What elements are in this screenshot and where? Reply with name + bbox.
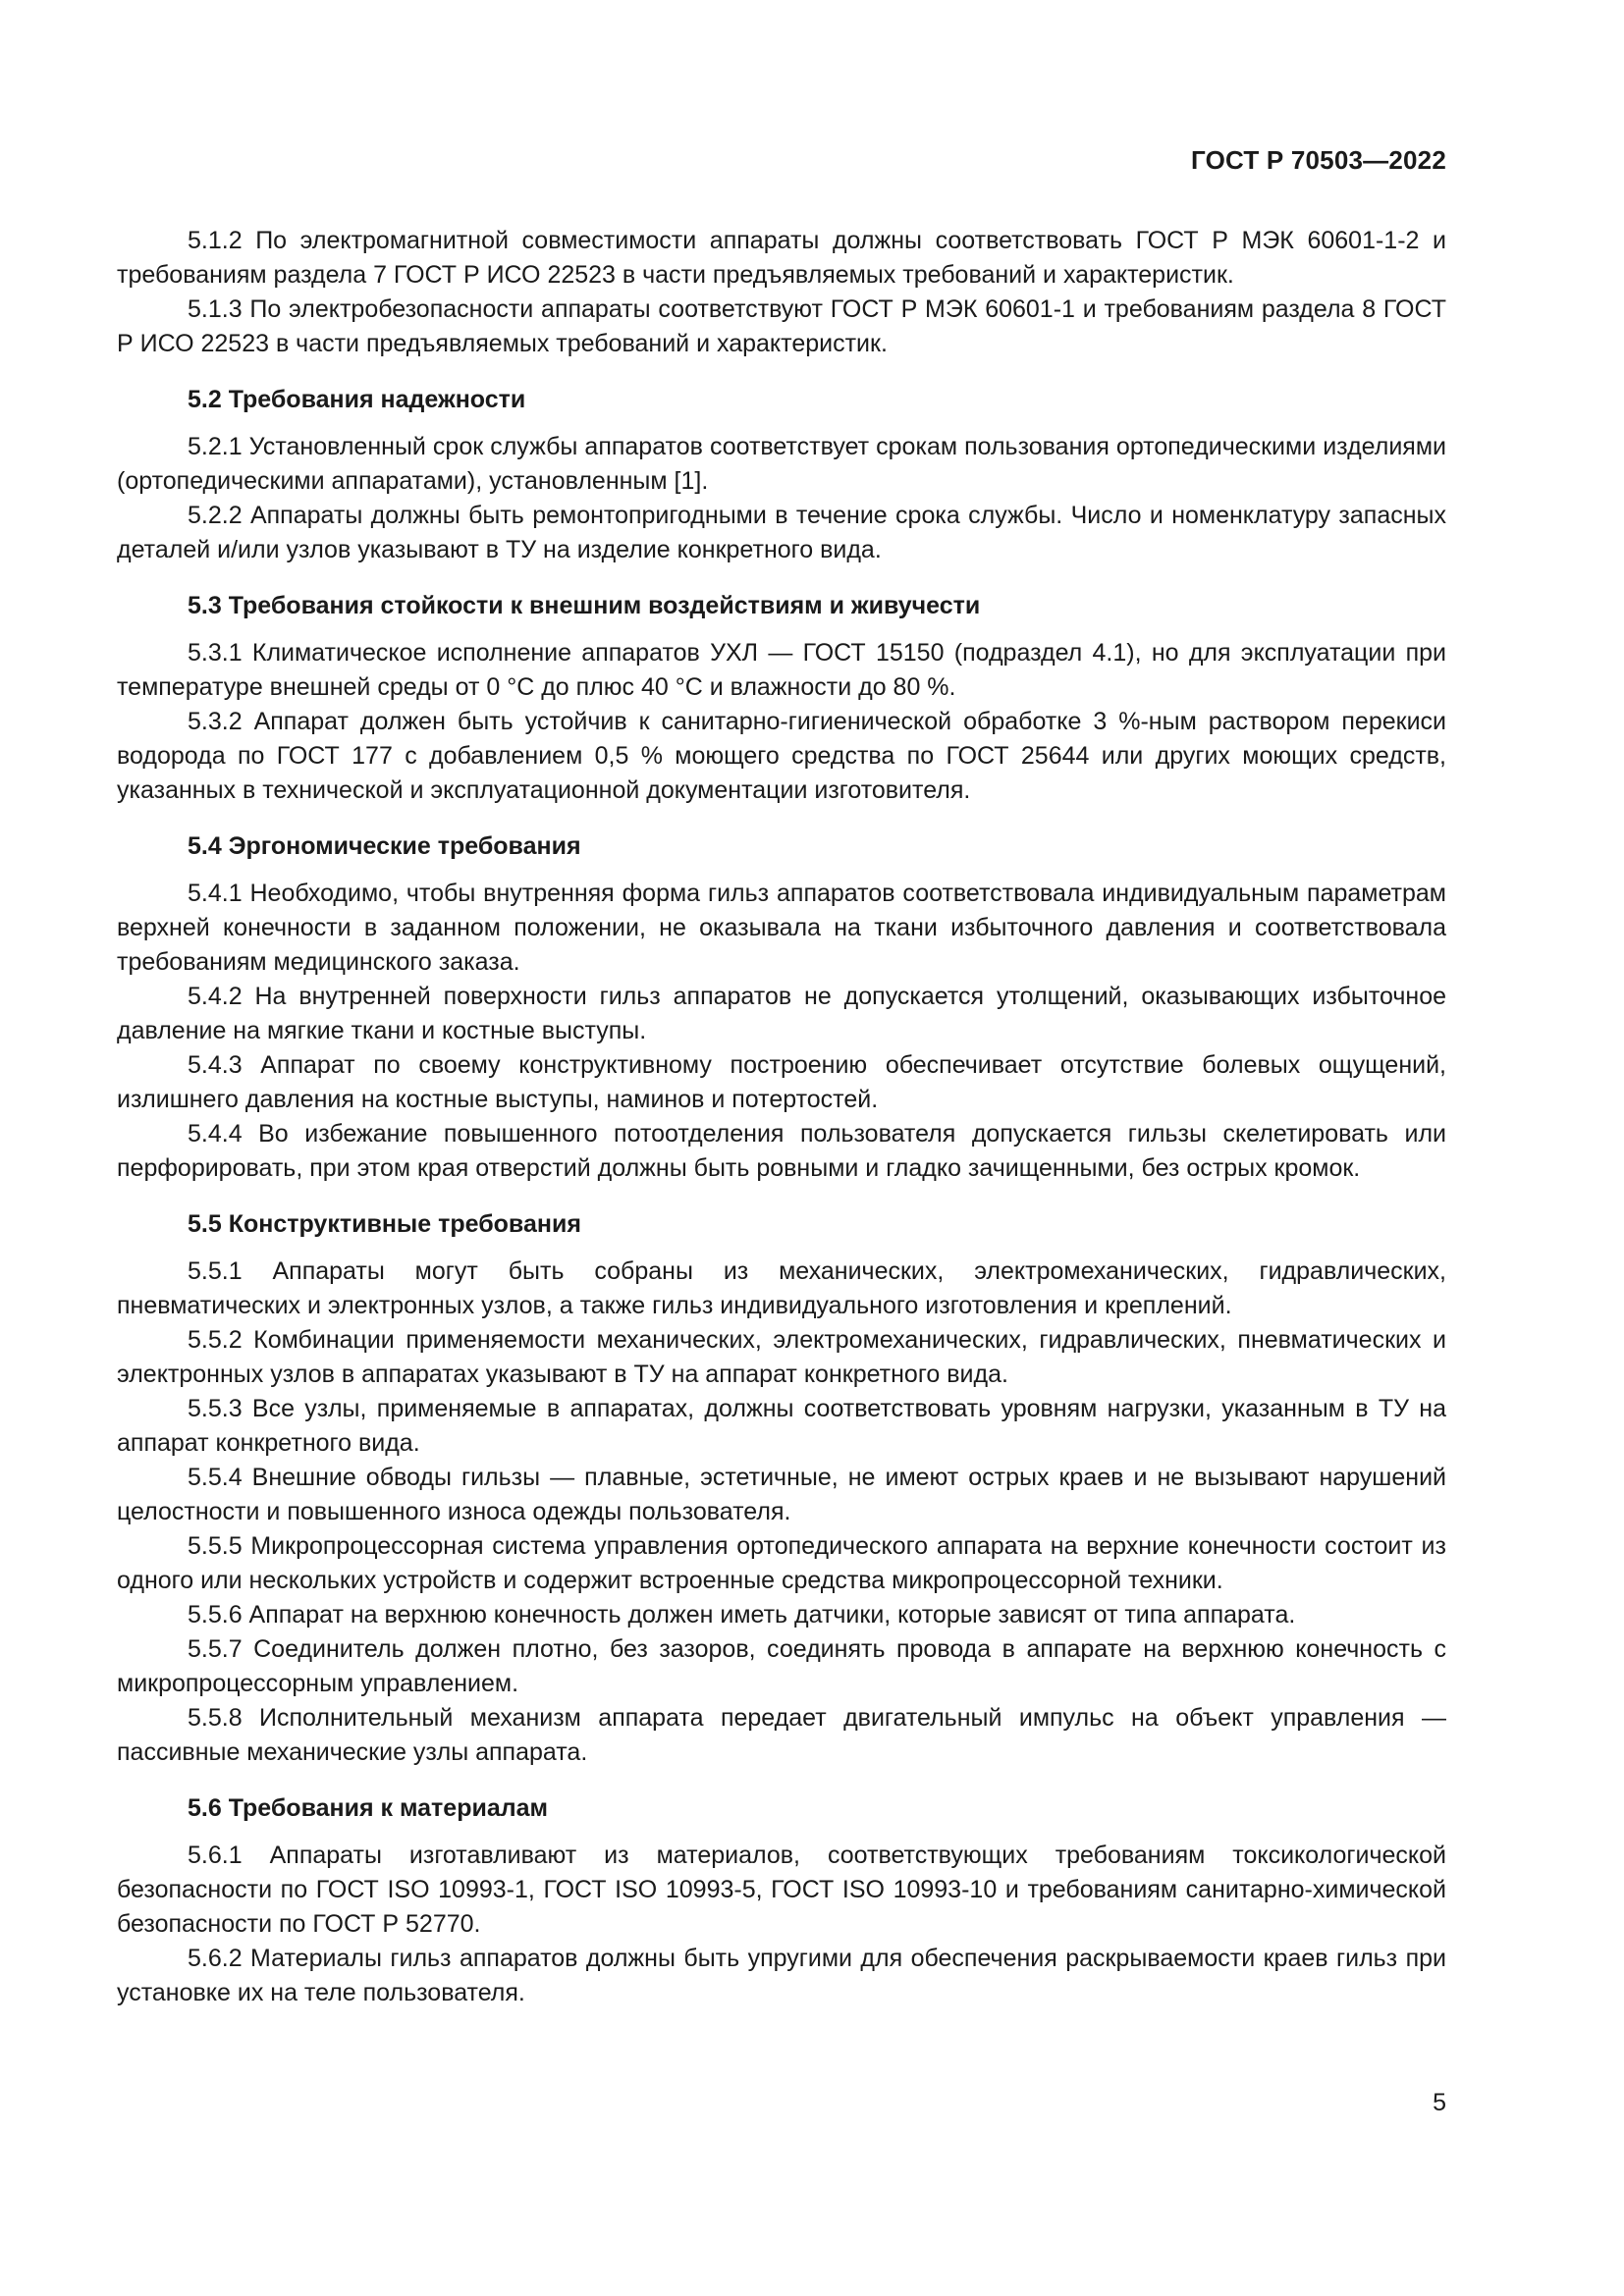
section-heading-5-3: 5.3 Требования стойкости к внешним воздействиям и живучести <box>188 592 981 619</box>
document-header: ГОСТ Р 70503—2022 <box>1191 145 1446 175</box>
paragraph-5-4-4: 5.4.4 Во избежание повышенного потоотделения пользователя допускается гильзы скелетировать или перфорировать, при этом края отверстий должны быть ровными и гладко зачищенными, без острых кромок. <box>117 1120 1446 1182</box>
paragraph-5-3-1: 5.3.1 Климатическое исполнение аппаратов УХЛ — ГОСТ 15150 (подраздел 4.1), но для эксплуатации при температуре внешней среды от 0 °С до плюс 40 °С и влажности до 80 %. <box>117 639 1446 701</box>
paragraph-5-5-6: 5.5.6 Аппарат на верхнюю конечность должен иметь датчики, которые зависят от типа аппарата. <box>188 1601 1296 1629</box>
paragraph-5-5-1: 5.5.1 Аппараты могут быть собраны из механических, электромеханических, гидравлических, пневматических и электронных узлов, а также гильз индивидуального изготовления и креплений. <box>117 1257 1446 1319</box>
paragraph-5-2-1: 5.2.1 Установленный срок службы аппаратов соответствует срокам пользования ортопедическими изделиями (ортопедическими аппаратами), установленным [1]. <box>117 433 1446 495</box>
document-body <box>117 224 1446 2010</box>
paragraph-5-6-2: 5.6.2 Материалы гильз аппаратов должны быть упругими для обеспечения раскрываемости краев гильз при установке их на теле пользователя. <box>117 1945 1446 2006</box>
section-heading-5-5: 5.5 Конструктивные требования <box>188 1210 581 1238</box>
paragraph-5-1-2: 5.1.2 По электромагнитной совместимости аппараты должны соответствовать ГОСТ Р МЭК 60601-1-2 и требованиям раздела 7 ГОСТ Р ИСО 22523 в части предъявляемых требований и характеристик. <box>117 227 1446 289</box>
paragraph-5-4-3: 5.4.3 Аппарат по своему конструктивному построению обеспечивает отсутствие болевых ощущений, излишнего давления на костные выступы, наминов и потертостей. <box>117 1051 1446 1113</box>
paragraph-5-4-2: 5.4.2 На внутренней поверхности гильз аппаратов не допускается утолщений, оказывающих избыточное давление на мягкие ткани и костные выступы. <box>117 983 1446 1044</box>
paragraph-5-6-1: 5.6.1 Аппараты изготавливают из материалов, соответствующих требованиям токсикологической безопасности по ГОСТ ISO 10993-1, ГОСТ ISO 10993-5, ГОСТ ISO 10993-10 и требованиям санитарно-химической безопасности по ГОСТ Р 52770. <box>117 1842 1446 1938</box>
paragraph-5-5-2: 5.5.2 Комбинации применяемости механических, электромеханических, гидравлических, пневматических и электронных узлов в аппаратах указывают в ТУ на аппарат конкретного вида. <box>117 1326 1446 1388</box>
paragraph-5-5-8: 5.5.8 Исполнительный механизм аппарата передает двигательный импульс на объект управления — пассивные механические узлы аппарата. <box>117 1704 1446 1766</box>
paragraph-5-1-3: 5.1.3 По электробезопасности аппараты соответствуют ГОСТ Р МЭК 60601-1 и требованиям раздела 8 ГОСТ Р ИСО 22523 в части предъявляемых требований и характеристик. <box>117 295 1446 357</box>
section-heading-5-4: 5.4 Эргономические требования <box>188 832 581 860</box>
page-number: 5 <box>1433 2089 1446 2116</box>
paragraph-5-5-3: 5.5.3 Все узлы, применяемые в аппаратах, должны соответствовать уровням нагрузки, указанным в ТУ на аппарат конкретного вида. <box>117 1395 1446 1457</box>
paragraph-5-3-2: 5.3.2 Аппарат должен быть устойчив к санитарно-гигиенической обработке 3 %-ным раствором перекиси водорода по ГОСТ 177 с добавлением 0,5 % моющего средства по ГОСТ 25644 или других моющих средств, указанных в технической и эксплуатационной документации изготовителя. <box>117 708 1446 804</box>
section-heading-5-2: 5.2 Требования надежности <box>188 386 526 413</box>
paragraph-5-4-1: 5.4.1 Необходимо, чтобы внутренняя форма гильз аппаратов соответствовала индивидуальным параметрам верхней конечности в заданном положении, не оказывала на ткани избыточного давления и соответствовала требованиям медицинского заказа. <box>117 880 1446 976</box>
paragraph-5-5-4: 5.5.4 Внешние обводы гильзы — плавные, эстетичные, не имеют острых краев и не вызывают нарушений целостности и повышенного износа одежды пользователя. <box>117 1464 1446 1525</box>
paragraph-5-5-5: 5.5.5 Микропроцессорная система управления ортопедического аппарата на верхние конечности состоит из одного или нескольких устройств и содержит встроенные средства микропроцессорной техники. <box>117 1532 1446 1594</box>
section-heading-5-6: 5.6 Требования к материалам <box>188 1794 549 1822</box>
paragraph-5-2-2: 5.2.2 Аппараты должны быть ремонтопригодными в течение срока службы. Число и номенклатуру запасных деталей и/или узлов указывают в ТУ на изделие конкретного вида. <box>117 502 1446 563</box>
paragraph-5-5-7: 5.5.7 Соединитель должен плотно, без зазоров, соединять провода в аппарате на верхнюю конечность с микропроцессорным управлением. <box>117 1635 1446 1697</box>
